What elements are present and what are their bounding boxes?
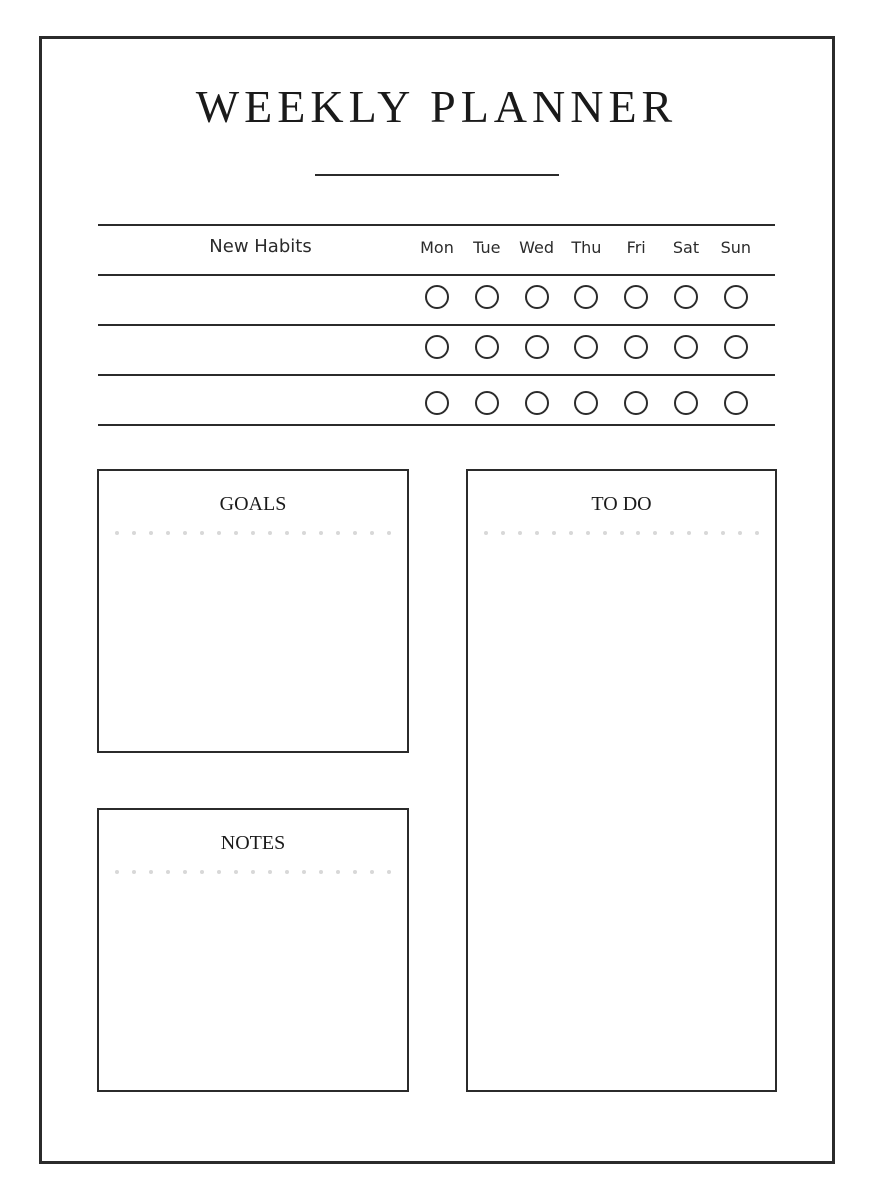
table-rule-header xyxy=(98,274,775,276)
habit-checkbox-row2-tue[interactable] xyxy=(475,335,499,359)
divider-dot xyxy=(387,870,391,874)
divider-dot xyxy=(115,531,119,535)
divider-dot xyxy=(721,531,725,535)
divider-dot xyxy=(166,531,170,535)
habit-checkbox-row1-sat[interactable] xyxy=(674,285,698,309)
notes-dotted-divider xyxy=(115,870,391,874)
divider-dot xyxy=(217,870,221,874)
divider-dot xyxy=(285,531,289,535)
day-label-fri: Fri xyxy=(626,238,646,257)
divider-dot xyxy=(653,531,657,535)
habit-checkbox-row2-wed[interactable] xyxy=(525,335,549,359)
divider-dot xyxy=(336,531,340,535)
divider-dot xyxy=(569,531,573,535)
divider-dot xyxy=(268,870,272,874)
habit-checkbox-row3-wed[interactable] xyxy=(525,391,549,415)
divider-dot xyxy=(251,870,255,874)
divider-dot xyxy=(302,870,306,874)
divider-dot xyxy=(353,531,357,535)
divider-dot xyxy=(620,531,624,535)
todo-box[interactable] xyxy=(466,469,777,1092)
notes-box[interactable] xyxy=(97,808,409,1092)
divider-dot xyxy=(370,870,374,874)
divider-dot xyxy=(302,531,306,535)
habit-checkbox-row3-sat[interactable] xyxy=(674,391,698,415)
goals-dotted-divider xyxy=(115,531,391,535)
divider-dot xyxy=(217,531,221,535)
divider-dot xyxy=(484,531,488,535)
divider-dot xyxy=(704,531,708,535)
divider-dot xyxy=(285,870,289,874)
habit-checkbox-row1-tue[interactable] xyxy=(475,285,499,309)
divider-dot xyxy=(603,531,607,535)
divider-dot xyxy=(132,870,136,874)
habit-checkbox-row1-sun[interactable] xyxy=(724,285,748,309)
habit-checkbox-row3-sun[interactable] xyxy=(724,391,748,415)
page-title: WEEKLY PLANNER xyxy=(195,81,678,132)
habit-checkbox-row3-fri[interactable] xyxy=(624,391,648,415)
todo-heading: TO DO xyxy=(591,493,652,515)
table-rule-row-1 xyxy=(98,324,775,326)
divider-dot xyxy=(535,531,539,535)
divider-dot xyxy=(552,531,556,535)
divider-dot xyxy=(200,870,204,874)
goals-box[interactable] xyxy=(97,469,409,753)
divider-dot xyxy=(353,870,357,874)
title-underline xyxy=(315,174,559,176)
divider-dot xyxy=(319,870,323,874)
habit-checkbox-row2-fri[interactable] xyxy=(624,335,648,359)
divider-dot xyxy=(387,531,391,535)
habit-checkbox-row1-mon[interactable] xyxy=(425,285,449,309)
divider-dot xyxy=(183,870,187,874)
day-label-wed: Wed xyxy=(519,238,555,257)
todo-dotted-divider xyxy=(484,531,759,535)
habit-checkbox-row2-sat[interactable] xyxy=(674,335,698,359)
divider-dot xyxy=(336,870,340,874)
divider-dot xyxy=(670,531,674,535)
divider-dot xyxy=(251,531,255,535)
divider-dot xyxy=(738,531,742,535)
divider-dot xyxy=(755,531,759,535)
habit-checkbox-row1-fri[interactable] xyxy=(624,285,648,309)
divider-dot xyxy=(234,531,238,535)
divider-dot xyxy=(115,870,119,874)
divider-dot xyxy=(183,531,187,535)
divider-dot xyxy=(200,531,204,535)
notes-heading: NOTES xyxy=(220,832,286,854)
divider-dot xyxy=(268,531,272,535)
habit-checkbox-row3-tue[interactable] xyxy=(475,391,499,415)
divider-dot xyxy=(132,531,136,535)
divider-dot xyxy=(370,531,374,535)
table-rule-top xyxy=(98,224,775,226)
day-label-sat: Sat xyxy=(672,238,700,257)
table-rule-row-2 xyxy=(98,374,775,376)
divider-dot xyxy=(636,531,640,535)
table-rule-row-3 xyxy=(98,424,775,426)
divider-dot xyxy=(149,870,153,874)
goals-heading: GOALS xyxy=(219,493,287,515)
habit-checkbox-row2-sun[interactable] xyxy=(724,335,748,359)
habits-column-header: New Habits xyxy=(209,236,312,257)
habit-checkbox-row1-wed[interactable] xyxy=(525,285,549,309)
divider-dot xyxy=(166,870,170,874)
divider-dot xyxy=(501,531,505,535)
divider-dot xyxy=(234,870,238,874)
divider-dot xyxy=(586,531,590,535)
day-label-tue: Tue xyxy=(473,238,501,257)
divider-dot xyxy=(687,531,691,535)
habit-checkbox-row3-mon[interactable] xyxy=(425,391,449,415)
divider-dot xyxy=(319,531,323,535)
divider-dot xyxy=(518,531,522,535)
day-label-mon: Mon xyxy=(420,238,454,257)
day-label-thu: Thu xyxy=(571,238,602,257)
habit-checkbox-row2-mon[interactable] xyxy=(425,335,449,359)
divider-dot xyxy=(149,531,153,535)
day-label-sun: Sun xyxy=(720,238,752,257)
